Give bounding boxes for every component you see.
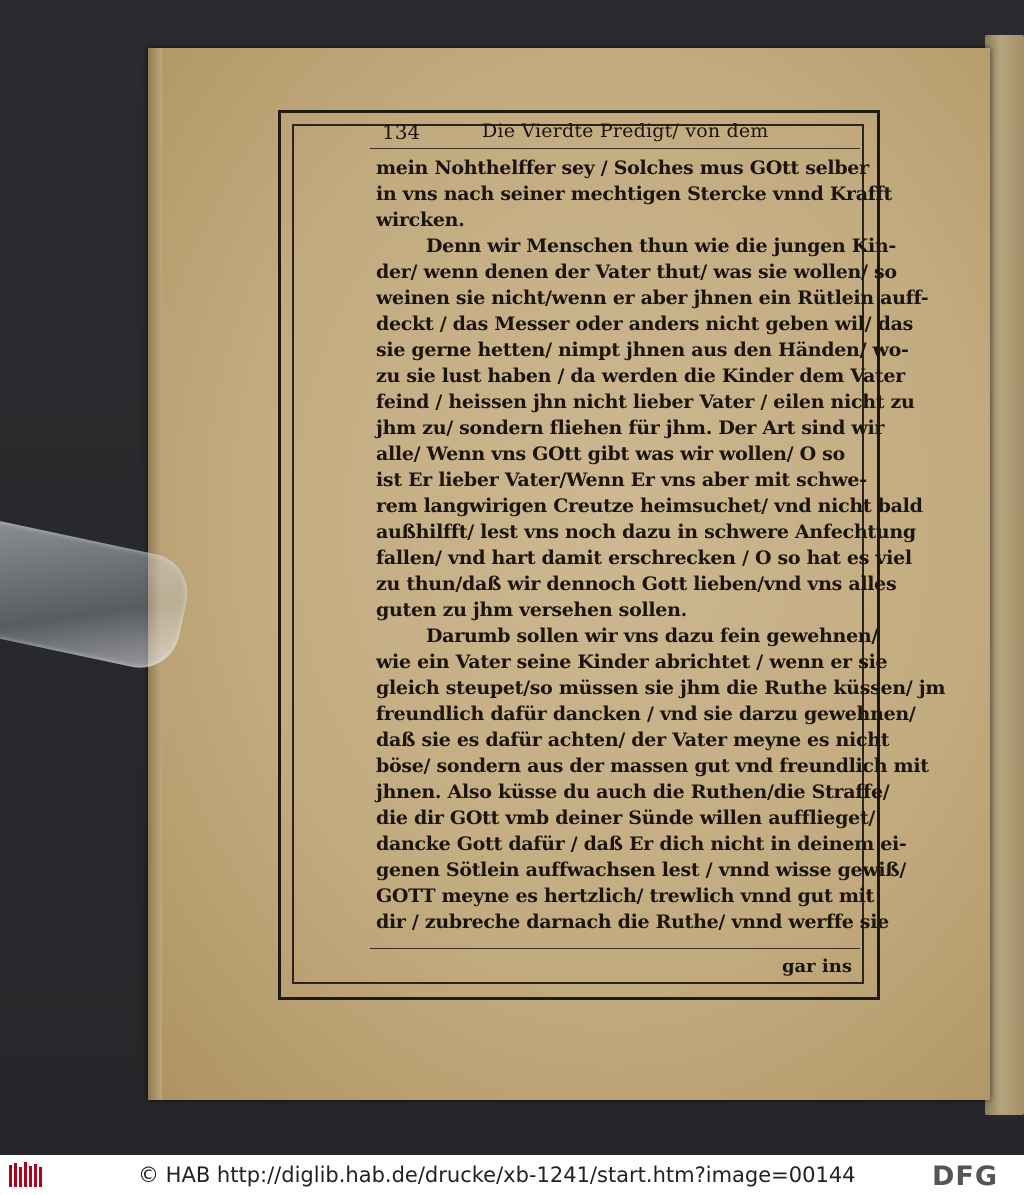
hab-logo-icon — [8, 1161, 46, 1189]
text-line: weinen sie nicht/wenn er aber jhnen ein Rütlein auff- — [376, 287, 929, 309]
text-line: sie gerne hetten/ nimpt jhnen aus den Händen/ wo- — [376, 339, 909, 361]
next-page-edge — [985, 35, 1024, 1115]
text-block — [370, 118, 946, 978]
text-line: feind / heissen jhn nicht lieber Vater / eilen nicht zu — [376, 391, 915, 413]
text-line: daß sie es dafür achten/ der Vater meyne es nicht — [376, 729, 890, 751]
dfg-logo: DFG — [932, 1161, 999, 1192]
text-line: jhnen. Also küsse du auch die Ruthen/die Straffe/ — [376, 781, 890, 803]
page-header — [370, 118, 860, 149]
text-line: freundlich dafür dancken / vnd sie darzu gewehnen/ — [376, 703, 916, 725]
bottom-rule — [370, 948, 860, 949]
text-line: deckt / das Messer oder anders nicht geben wil/ das — [376, 313, 913, 335]
text-line: böse/ sondern aus der massen gut vnd freundlich mit — [376, 755, 929, 777]
text-line: guten zu jhm versehen sollen. — [376, 599, 687, 621]
copyright-url[interactable]: © HAB http://diglib.hab.de/drucke/xb-1241/start.htm?image=00144 — [138, 1163, 856, 1187]
text-line: zu thun/daß wir dennoch Gott lieben/vnd vns alles — [376, 573, 897, 595]
page-number: 134 — [382, 120, 421, 144]
text-line: die dir GOtt vmb deiner Sünde willen aufflieget/ — [376, 807, 875, 829]
text-line: dir / zubreche darnach die Ruthe/ vnnd werffe sie — [376, 911, 889, 933]
text-line: Denn wir Menschen thun wie die jungen Kin- — [426, 235, 896, 257]
text-line: rem langwirigen Creutze heimsuchet/ vnd nicht bald — [376, 495, 923, 517]
text-line: mein Nohthelffer sey / Solches mus GOtt selber — [376, 157, 869, 179]
text-line: alle/ Wenn vns GOtt gibt was wir wollen/ O so — [376, 443, 845, 465]
footer-bar — [0, 1155, 1024, 1195]
text-line: wircken. — [376, 209, 465, 231]
text-line: GOTT meyne es hertzlich/ trewlich vnnd gut mit — [376, 885, 875, 907]
text-line: zu sie lust haben / da werden die Kinder dem Vater — [376, 365, 905, 387]
text-line: ist Er lieber Vater/Wenn Er vns aber mit schwe- — [376, 469, 867, 491]
text-line: fallen/ vnd hart damit erschrecken / O so hat es viel — [376, 547, 912, 569]
running-head: Die Vierdte Predigt/ von dem — [482, 120, 769, 142]
catchword: gar ins — [781, 956, 852, 977]
text-line: gleich steupet/so müssen sie jhm die Ruthe küssen/ jm — [376, 677, 946, 699]
text-line: Darumb sollen wir vns dazu fein gewehnen/ — [426, 625, 879, 647]
text-line: genen Sötlein auffwachsen lest / vnnd wisse gewiß/ — [376, 859, 907, 881]
text-line: wie ein Vater seine Kinder abrichtet / wenn er sie — [376, 651, 888, 673]
text-line: dancke Gott dafür / daß Er dich nicht in deinem ei- — [376, 833, 907, 855]
text-line: jhm zu/ sondern fliehen für jhm. Der Art sind wir — [376, 417, 885, 439]
text-line: der/ wenn denen der Vater thut/ was sie wollen/ so — [376, 261, 897, 283]
text-line: in vns nach seiner mechtigen Stercke vnnd Krafft — [376, 183, 892, 205]
text-line: außhilfft/ lest vns noch dazu in schwere Anfechtung — [376, 521, 916, 543]
